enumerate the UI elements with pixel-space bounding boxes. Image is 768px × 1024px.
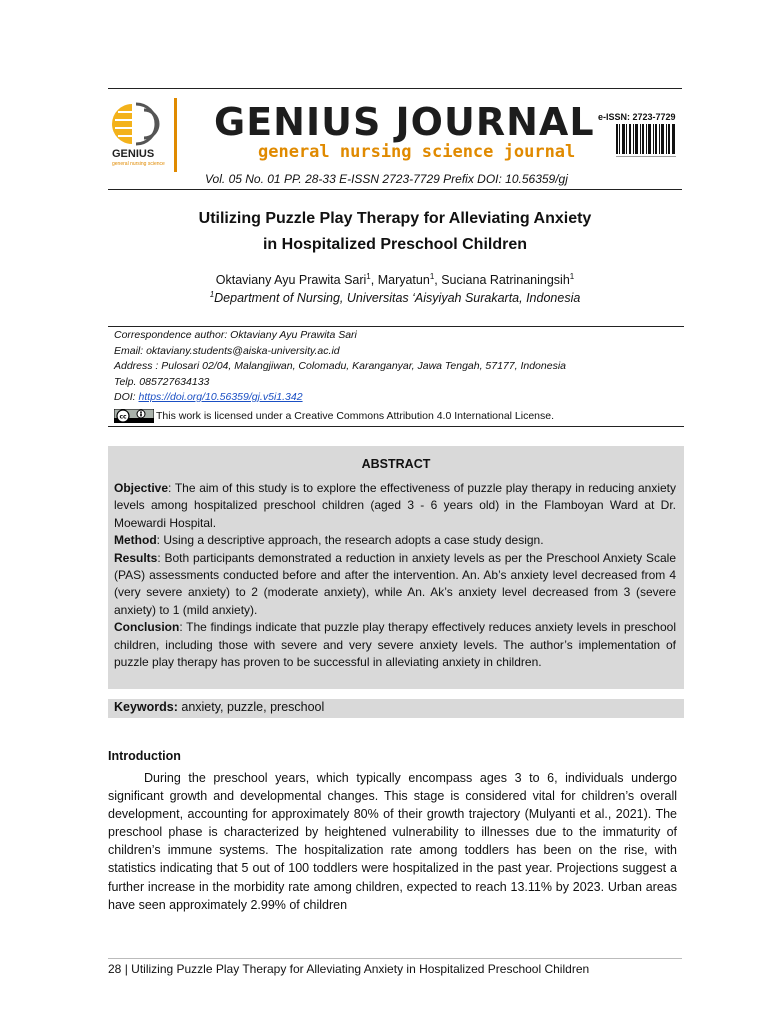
journal-title: GENIUS JOURNAL xyxy=(214,100,595,144)
license-line xyxy=(114,409,554,423)
keywords-label: Keywords: xyxy=(114,700,178,714)
keywords-value: anxiety, puzzle, preschool xyxy=(177,700,325,714)
abstract-objective-text: : The aim of this study is to explore the effectiveness of puzzle play therapy in reducing anxiety levels among hospitalized preschool children (aged 3 - 6 years old) in the Flamboyan Ward at Dr. Moewardi Hospital. xyxy=(114,481,676,530)
abstract-method-text: : Using a descriptive approach, the research adopts a case study design. xyxy=(156,533,544,548)
running-title: Utilizing Puzzle Play Therapy for Alleviating Anxiety in Hospitalized Preschool Children xyxy=(131,962,590,976)
introduction-heading: Introduction xyxy=(108,749,181,763)
journal-logo xyxy=(112,96,182,174)
eissn-label: e-ISSN: 2723-7729 xyxy=(598,112,676,122)
abstract-heading: ABSTRACT xyxy=(361,457,431,471)
correspondence-email: Email: oktaviany.students@aiska-university.ac.id xyxy=(114,345,340,357)
abstract-method xyxy=(114,532,676,549)
abstract-conclusion-text: : The findings indicate that puzzle play therapy effectively reduces anxiety levels in preschool children, including those with severe and very severe anxiety levels. The author’s implementation of puzzle play therapy has proven to be successful in alleviating anxiety in children. xyxy=(114,620,676,670)
abstract-conclusion xyxy=(114,619,676,671)
abstract-objective-label: Objective xyxy=(114,481,169,495)
footer-rule xyxy=(108,958,682,959)
volume-line: Vol. 05 No. 01 PP. 28-33 E-ISSN 2723-7729 Prefix DOI: 10.56359/gj xyxy=(205,172,568,186)
cc-by-license-icon[interactable] xyxy=(114,409,154,423)
footer-separator: | xyxy=(121,962,132,976)
barcode-icon xyxy=(614,124,678,160)
header-bottom-rule xyxy=(108,189,682,190)
author-affiliation-mark: 1 xyxy=(569,272,575,281)
article-title-line2: in Hospitalized Preschool Children xyxy=(262,236,528,253)
abstract-objective xyxy=(114,480,676,532)
abstract-body xyxy=(114,480,676,671)
introduction-body xyxy=(108,769,677,914)
introduction-paragraph: During the preschool years, which typically encompass ages 3 to 6, individuals undergo significant growth and developmental changes. This stage is considered vital for children’s overall development, accounting for approximately 80% of their growth trajectory (Mulyanti et al., 2021). The preschool phase is characterized by heightened vulnerability to illnesses due to the immaturity of children’s immune systems. The hospitalization rate among toddlers has been on the rise, with statistics indicating that 5 out of 100 toddlers were hospitalized in the past year. Projections suggest a further increase in the morbidity rate among children, expected to reach 13.11% by 2023. Urban areas have seen approximately 2.99% of children xyxy=(108,771,677,912)
correspondence-bottom-rule xyxy=(108,426,684,427)
abstract-results xyxy=(114,550,676,620)
logo-subtext: general nursing science xyxy=(112,161,165,167)
page-number: 28 xyxy=(108,962,122,976)
author-name: Maryatun xyxy=(377,273,430,288)
correspondence-top-rule xyxy=(108,326,684,327)
author-list: Oktaviany Ayu Prawita Sari$^1$, Maryatun$^1$, Suciana Ratrinaningsih$^1$ xyxy=(215,272,575,288)
correspondence-address: Address : Pulosari 02/04, Malangjiwan, Colomadu, Karanganyar, Jawa Tengah, 57177, Indonesia xyxy=(114,360,566,372)
keywords xyxy=(114,700,324,714)
article-title-line1: Utilizing Puzzle Play Therapy for Alleviating Anxiety xyxy=(198,210,592,227)
journal-subtitle: general nursing science journal xyxy=(258,142,576,162)
abstract-results-label: Results xyxy=(114,550,158,565)
license-text: This work is licensed under a Creative Commons Attribution 4.0 International License. xyxy=(156,410,555,422)
author-name: Suciana Ratrinaningsih xyxy=(441,273,570,288)
doi-link[interactable]: https://doi.org/10.56359/gj.v5i1.342 xyxy=(138,391,303,403)
affiliation xyxy=(108,290,682,305)
svg-text:cc: cc xyxy=(119,413,127,421)
abstract-method-label: Method xyxy=(114,533,157,548)
author-affiliation-mark: 1 xyxy=(366,272,371,281)
abstract-conclusion-label: Conclusion xyxy=(114,620,180,635)
correspondence-telp: Telp. 085727634133 xyxy=(114,376,210,388)
header-top-rule xyxy=(108,88,682,89)
author-affiliation-mark: 1 xyxy=(429,272,435,281)
author-name: Oktaviany Ayu Prawita Sari xyxy=(215,273,367,288)
page-footer xyxy=(108,962,589,976)
affiliation-text: Department of Nursing, Universitas ‘Aisyiyah Surakarta, Indonesia xyxy=(214,291,581,306)
doi-label: DOI: xyxy=(114,391,139,403)
affiliation-mark: 1 xyxy=(209,290,215,299)
correspondence-author: Correspondence author: Oktaviany Ayu Prawita Sari xyxy=(114,329,357,341)
logo-text: GENIUS xyxy=(112,148,155,160)
abstract-results-text: : Both participants demonstrated a reduction in anxiety levels as per the Preschool Anxiety Scale (PAS) assessments conducted before and after the intervention. An. Ab’s anxiety level decreased from 4 (very severe anxiety) to 2 (moderate anxiety), while An. Ak’s anxiety level decreased from 3 (severe anxiety) to 1 (mild anxiety). xyxy=(114,550,676,617)
doi-line xyxy=(114,390,303,406)
